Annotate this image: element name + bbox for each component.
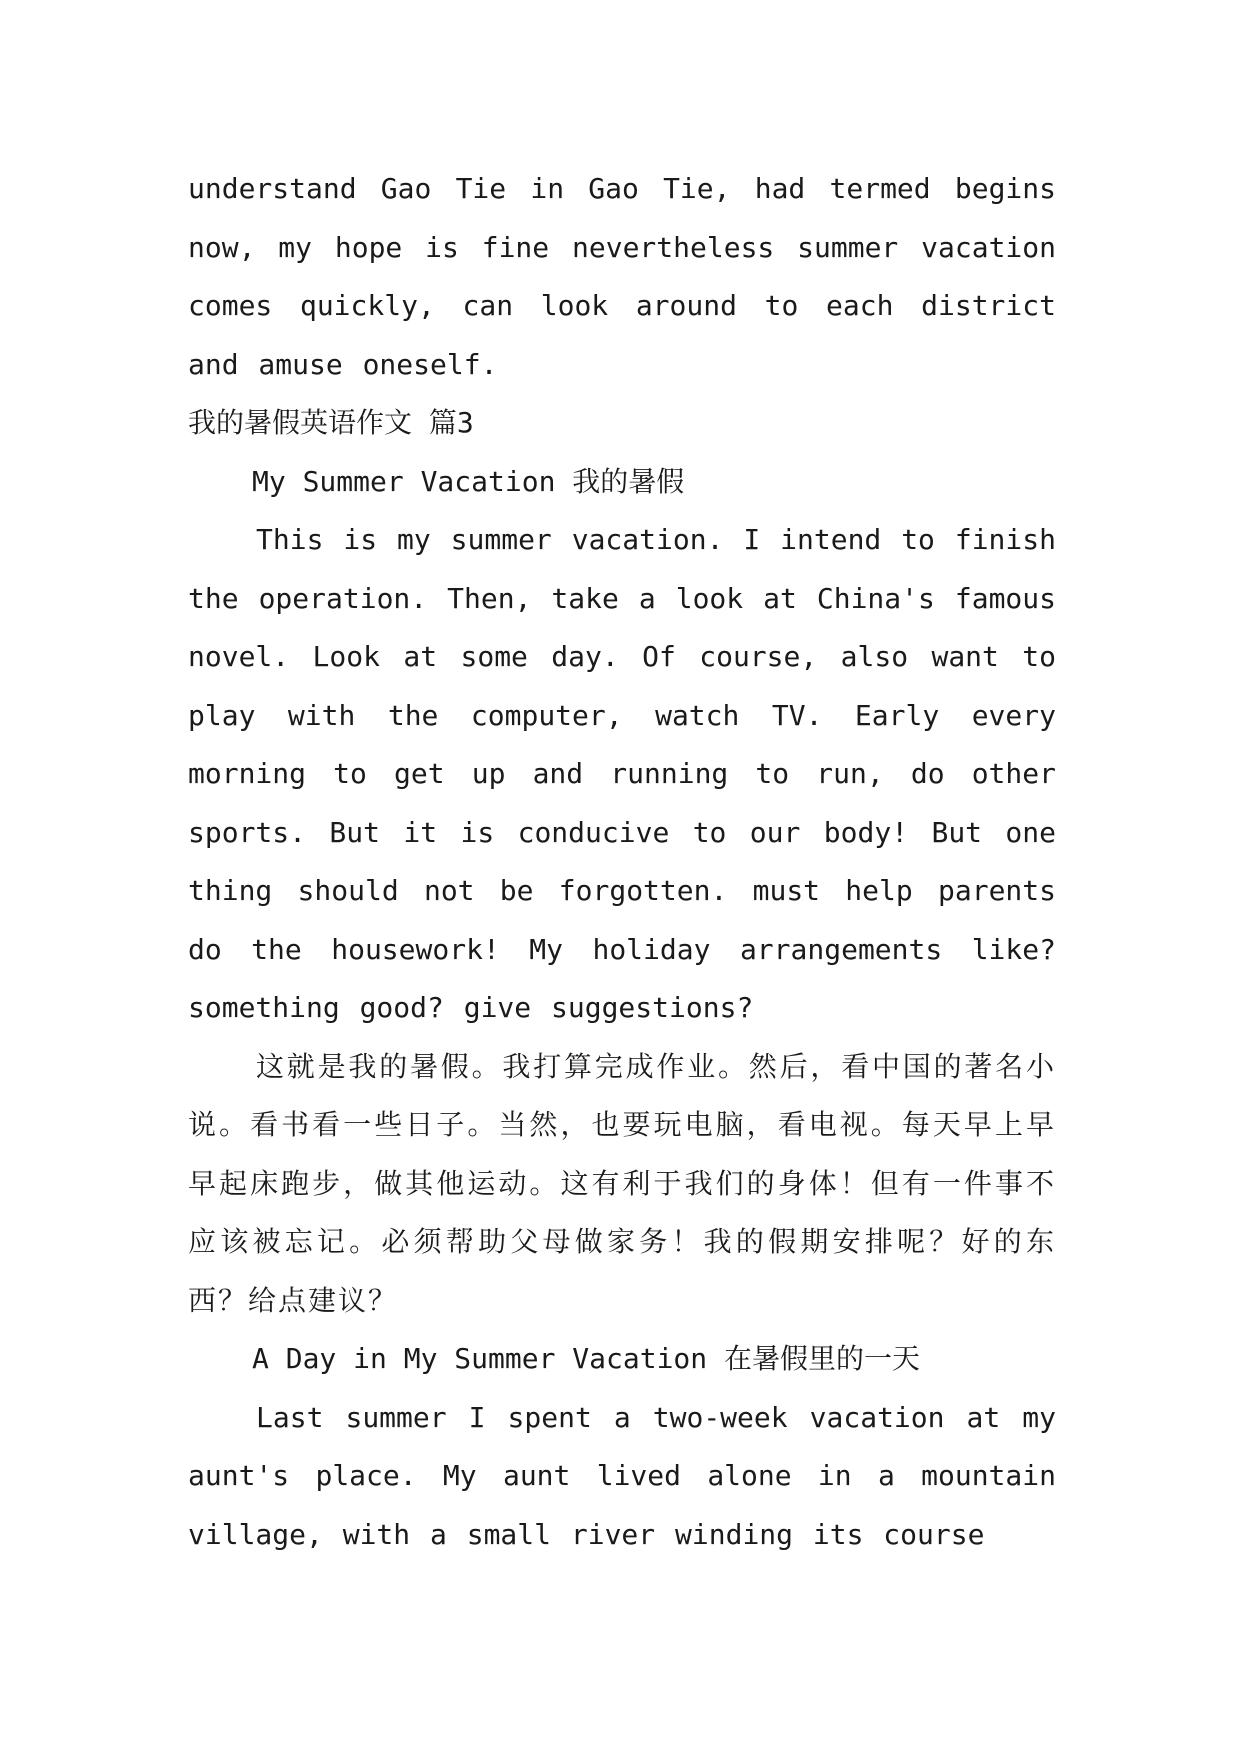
- section-heading: 我的暑假英语作文 篇3: [188, 406, 474, 439]
- essay-1-english-paragraph: This is my summer vacation. I intend to finish the operation. Then, take a look at China's famous novel. Look at some day. Of course, also want to play with the computer, watch TV. Early every morning to get up and running to run, do other sports. But it is conducive to our body! But one thing should not be forgotten. must help parents do the housework! My holiday arrangements like? something good? give suggestions?: [188, 523, 1056, 1024]
- document-body: [188, 160, 1056, 1564]
- essay-title-1: My Summer Vacation 我的暑假: [252, 464, 685, 498]
- essay-1-chinese-paragraph: 这就是我的暑假。我打算完成作业。然后，看中国的著名小说。看书看一些日子。当然，也要玩电脑，看电视。每天早上早早起床跑步，做其他运动。这有利于我们的身体！但有一件事不应该被忘记。必须帮助父母做家务！我的假期安排呢？好的东西？给点建议？: [188, 1049, 1056, 1317]
- continuation-paragraph: understand Gao Tie in Gao Tie, had termed begins now, my hope is fine nevertheless summer vacation comes quickly, can look around to each district and amuse oneself.: [188, 172, 1056, 381]
- essay-title-2: A Day in My Summer Vacation 在暑假里的一天: [252, 1342, 921, 1375]
- essay-2-english-paragraph: Last summer I spent a two-week vacation at my aunt's place. My aunt lived alone in a mountain village, with a small river winding its course: [188, 1400, 1056, 1551]
